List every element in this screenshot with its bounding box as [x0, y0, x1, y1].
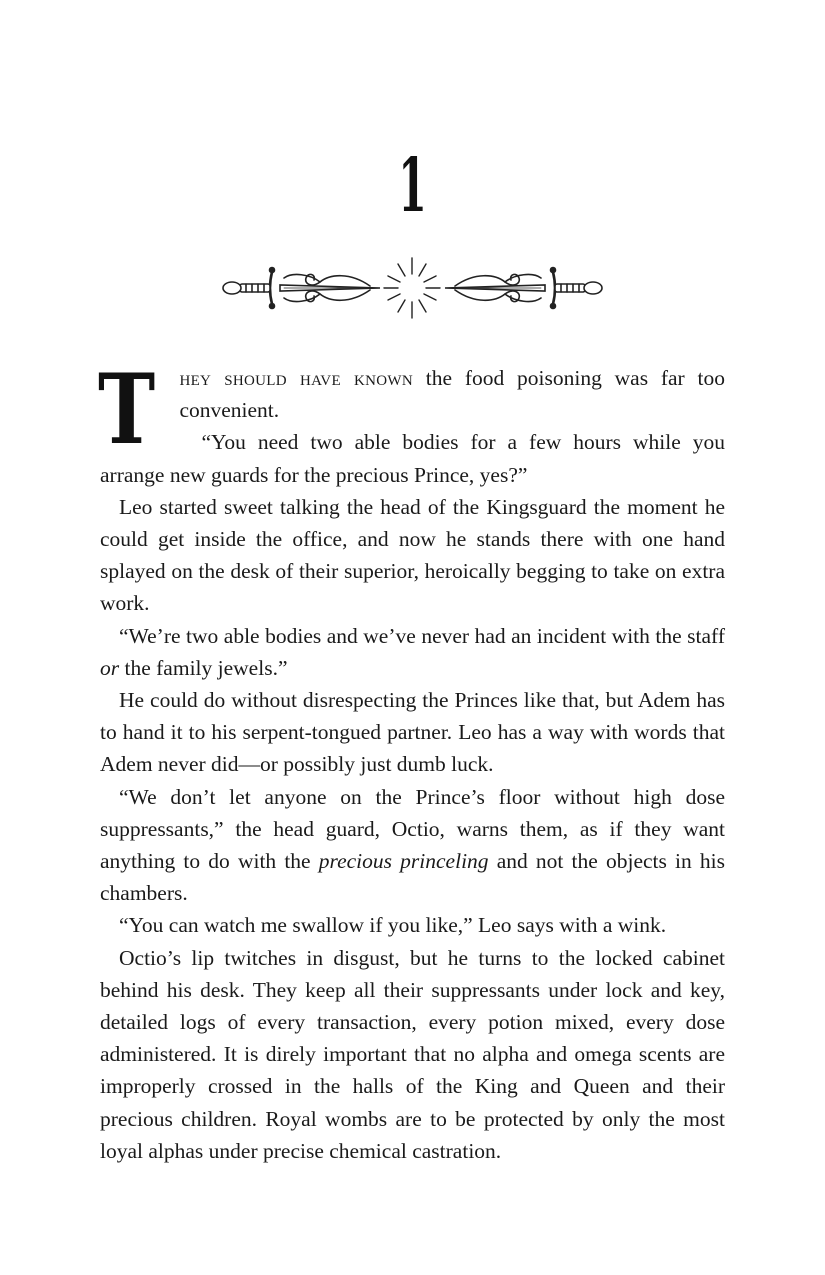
- paragraph-4: [100, 620, 725, 684]
- paragraph-4-a: “We’re two able bodies and we’ve never had an incident with the staff: [119, 623, 725, 648]
- paragraph-5: He could do without disrespecting the Princes like that, but Adem has to hand it to his serpent-tongued partner. Leo has a way with words that Adem never did—or possibly just dumb luck.: [100, 688, 725, 777]
- paragraph-4-b: the family jewels.”: [119, 655, 288, 680]
- paragraph-6-a: “We don’t let anyone on the Prince’s floor without high dose suppressants,” the head guard, Octio, warns them, as if they want anything to do with the: [100, 784, 725, 874]
- paragraph-2: “You need two able bodies for a few hours while you arrange new guards for the precious Prince, yes?”: [100, 430, 725, 487]
- paragraph-7: “You can watch me swallow if you like,” Leo says with a wink.: [119, 913, 667, 938]
- chapter-body: [98, 353, 726, 1167]
- chapter-number: 1: [398, 143, 427, 229]
- paragraph-8: Octio’s lip twitches in disgust, but he turns to the locked cabinet behind his desk. They keep all their suppressants under lock and key, detailed logs of every transaction, every potion mixed, every dose administered. It is direly important that no alpha and omega scents are improperly crossed in the halls of the King and Queen and their precious children. Royal wombs are to be protected by only the most loyal alphas under precise chemical castration.: [100, 945, 725, 1163]
- sword-flourish-divider-icon: [220, 252, 605, 324]
- opening-rest: the food poisoning was far too convenient.: [179, 366, 725, 423]
- paragraph-6-emphasis: precious princeling: [318, 849, 489, 874]
- paragraph-3: Leo started sweet talking the head of the Kingsguard the moment he could get inside the office, and now he stands there with one hand splayed on the desk of their superior, heroically begging to take on extra work.: [100, 494, 725, 616]
- opening-small-caps: hey should have known: [179, 366, 413, 390]
- drop-cap: T: [98, 353, 156, 466]
- paragraph-6: [100, 781, 725, 910]
- paragraph-6-b: and not the objects in his chambers.: [100, 849, 726, 906]
- paragraph-4-emphasis: or: [100, 655, 120, 680]
